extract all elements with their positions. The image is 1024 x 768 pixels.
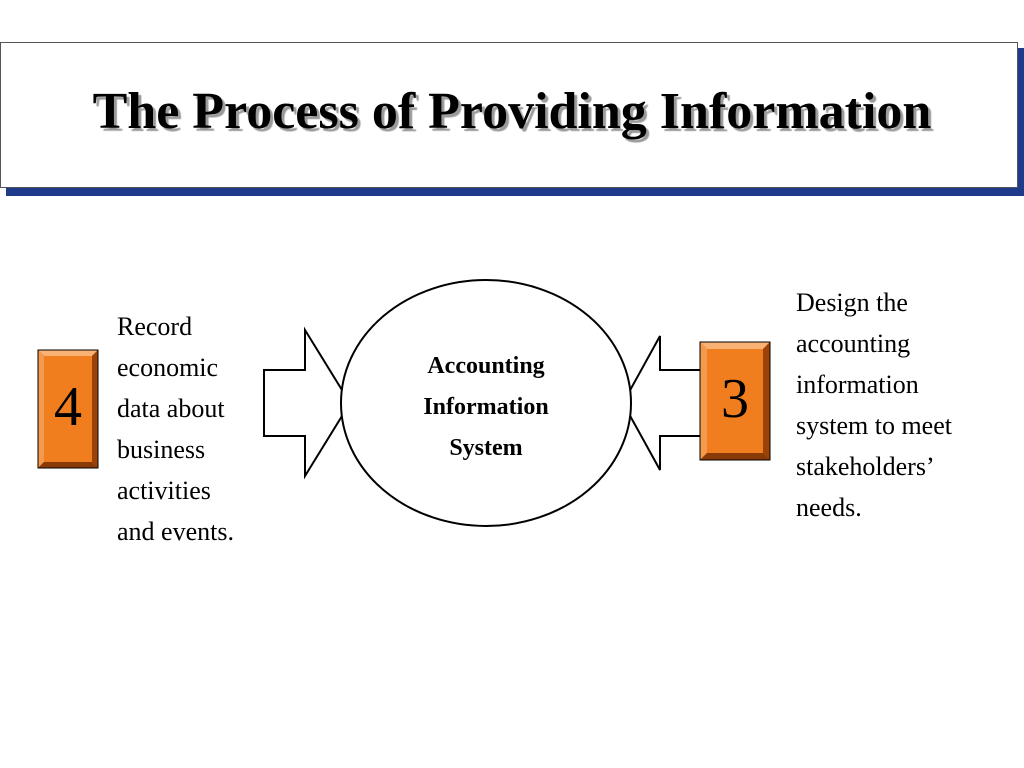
description-line: accounting <box>796 329 911 358</box>
description-line: economic <box>117 353 219 382</box>
description-line: data about <box>117 394 225 423</box>
center-label-line: Accounting <box>427 353 545 379</box>
center-label-line: System <box>449 435 523 461</box>
right-step-description <box>796 282 1016 528</box>
page-title: The Process of Providing Information <box>92 83 932 140</box>
description-line: Record <box>117 312 193 341</box>
step-number-right: 3 <box>721 368 749 430</box>
description-line: and events. <box>117 517 234 546</box>
description-line: needs. <box>796 493 862 522</box>
description-line: system to meet <box>796 411 952 440</box>
description-line: information <box>796 370 919 399</box>
description-line: stakeholders’ <box>796 452 935 481</box>
description-line: Design the <box>796 288 908 317</box>
step-number-left: 4 <box>54 376 82 438</box>
center-label <box>380 346 592 469</box>
right-arrow <box>623 336 702 470</box>
description-line: activities <box>117 476 211 505</box>
center-label-line: Information <box>423 394 549 420</box>
description-line: business <box>117 435 206 464</box>
left-step-description <box>117 306 287 552</box>
